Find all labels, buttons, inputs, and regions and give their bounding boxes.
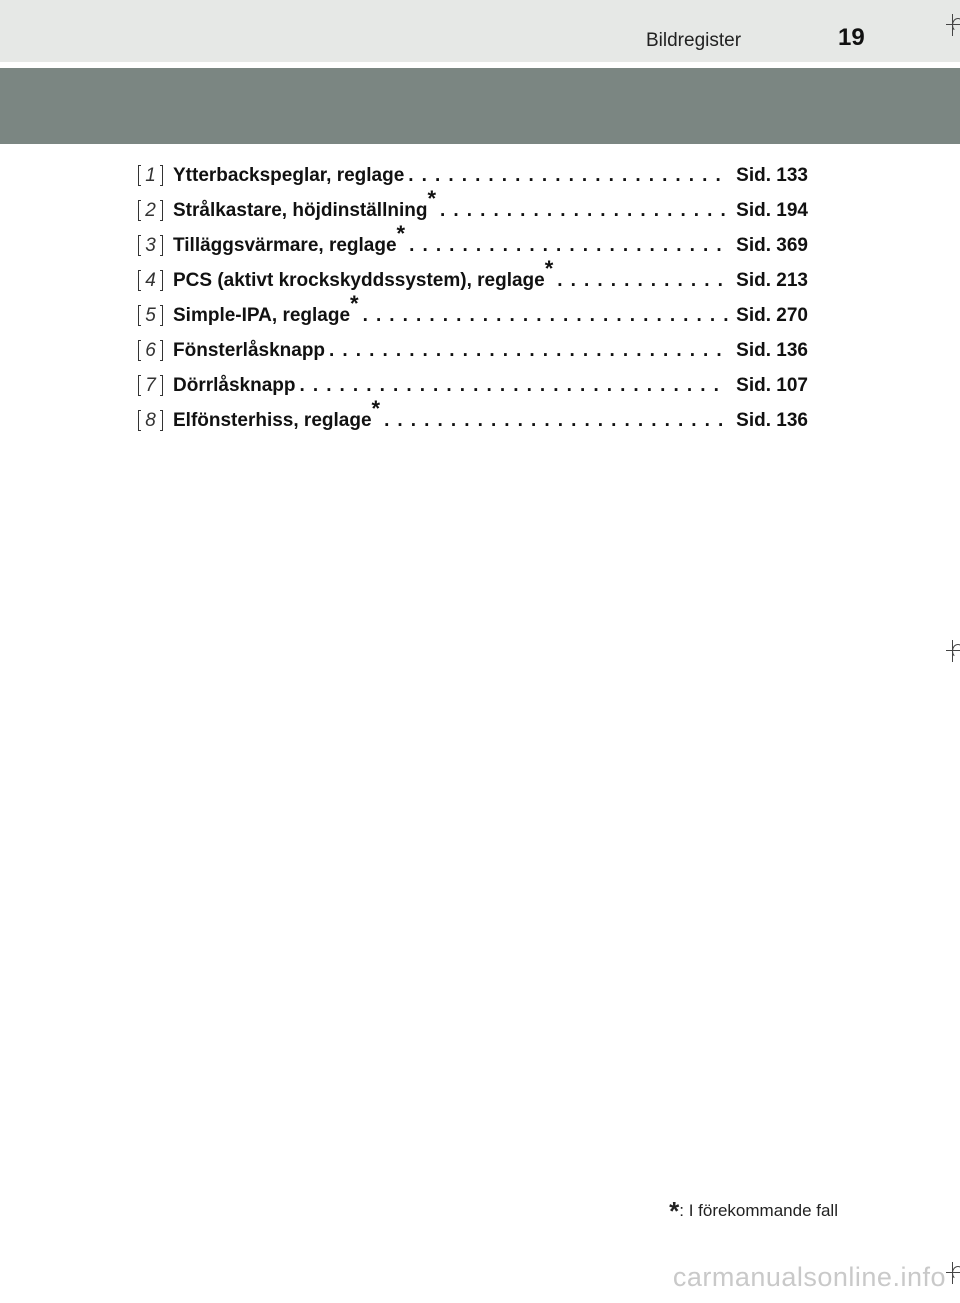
index-entry[interactable] bbox=[138, 396, 808, 438]
index-entry[interactable] bbox=[138, 186, 808, 228]
entry-label-text: Tilläggsvärmare, reglage bbox=[173, 234, 397, 256]
entry-number-badge bbox=[138, 338, 163, 363]
dot-leader bbox=[363, 305, 729, 327]
entry-page-ref[interactable]: Sid. 136 bbox=[736, 339, 808, 361]
entry-number: 7 bbox=[145, 375, 156, 396]
entry-label bbox=[173, 186, 437, 222]
index-entry[interactable] bbox=[138, 221, 808, 263]
gray-band bbox=[0, 68, 960, 144]
registration-mark-icon bbox=[946, 1262, 960, 1284]
registration-mark-icon bbox=[946, 14, 960, 36]
entry-label bbox=[173, 221, 406, 257]
footnote bbox=[669, 1192, 838, 1226]
entry-number: 5 bbox=[145, 305, 156, 326]
entry-number-badge bbox=[138, 408, 163, 433]
footnote-star-marker: * bbox=[371, 396, 381, 422]
index-list bbox=[138, 158, 808, 438]
entry-label bbox=[173, 256, 554, 292]
entry-label-text: Elfönsterhiss, reglage bbox=[173, 409, 372, 431]
footnote-star-marker: * bbox=[544, 256, 554, 282]
index-entry[interactable] bbox=[138, 333, 808, 368]
footnote-star-marker: * bbox=[350, 291, 359, 317]
entry-number-badge bbox=[138, 373, 163, 398]
index-entry[interactable] bbox=[138, 256, 808, 298]
entry-page-ref[interactable]: Sid. 270 bbox=[736, 304, 808, 326]
index-entry[interactable] bbox=[138, 368, 808, 403]
dot-leader bbox=[557, 270, 728, 292]
entry-label-text: Dörrlåsknapp bbox=[173, 374, 296, 396]
dot-leader bbox=[440, 200, 728, 222]
entry-label bbox=[173, 165, 404, 187]
entry-label bbox=[173, 340, 325, 362]
footnote-text: : I förekommande fall bbox=[679, 1201, 838, 1220]
page-number: 19 bbox=[838, 24, 865, 51]
dot-leader bbox=[408, 165, 728, 187]
entry-page-ref[interactable]: Sid. 136 bbox=[736, 409, 808, 431]
entry-page-ref[interactable]: Sid. 369 bbox=[736, 234, 808, 256]
registration-mark-icon bbox=[946, 640, 960, 662]
entry-number-badge bbox=[138, 233, 163, 258]
footnote-star-marker: * bbox=[427, 186, 437, 212]
entry-label-text: PCS (aktivt krockskyddssystem), reglage bbox=[173, 269, 545, 291]
index-entry[interactable] bbox=[138, 158, 808, 193]
entry-page-ref[interactable]: Sid. 133 bbox=[736, 164, 808, 186]
watermark: carmanualsonline.info bbox=[672, 1262, 946, 1292]
entry-number: 3 bbox=[145, 235, 156, 256]
entry-number-badge bbox=[138, 303, 163, 328]
entry-label-text: Fönsterlåsknapp bbox=[173, 339, 326, 361]
entry-label-text: Ytterbackspeglar, reglage bbox=[173, 164, 405, 186]
entry-number: 6 bbox=[145, 340, 156, 361]
entry-number: 8 bbox=[145, 410, 156, 431]
entry-label bbox=[173, 375, 295, 397]
header-bar bbox=[0, 0, 960, 62]
entry-number-badge bbox=[138, 163, 163, 188]
entry-number: 4 bbox=[145, 270, 156, 291]
dot-leader bbox=[384, 410, 728, 432]
entry-number-badge bbox=[138, 268, 163, 293]
entry-label-text: Strålkastare, höjdinställning bbox=[173, 199, 428, 221]
footnote-star-marker: * bbox=[396, 221, 406, 247]
entry-page-ref[interactable]: Sid. 194 bbox=[736, 199, 808, 221]
entry-label bbox=[173, 396, 381, 432]
entry-label-text: Simple-IPA, reglage bbox=[173, 304, 351, 326]
footnote-star: * bbox=[669, 1196, 680, 1226]
dot-leader bbox=[409, 235, 728, 257]
index-entry[interactable] bbox=[138, 291, 808, 333]
entry-page-ref[interactable]: Sid. 213 bbox=[736, 269, 808, 291]
dot-leader bbox=[299, 375, 728, 397]
entry-number: 2 bbox=[145, 200, 156, 221]
section-title: Bildregister bbox=[646, 30, 742, 51]
entry-label bbox=[173, 291, 359, 327]
entry-page-ref[interactable]: Sid. 107 bbox=[736, 374, 808, 396]
entry-number-badge bbox=[138, 198, 163, 223]
dot-leader bbox=[329, 340, 728, 362]
entry-number: 1 bbox=[145, 165, 156, 186]
